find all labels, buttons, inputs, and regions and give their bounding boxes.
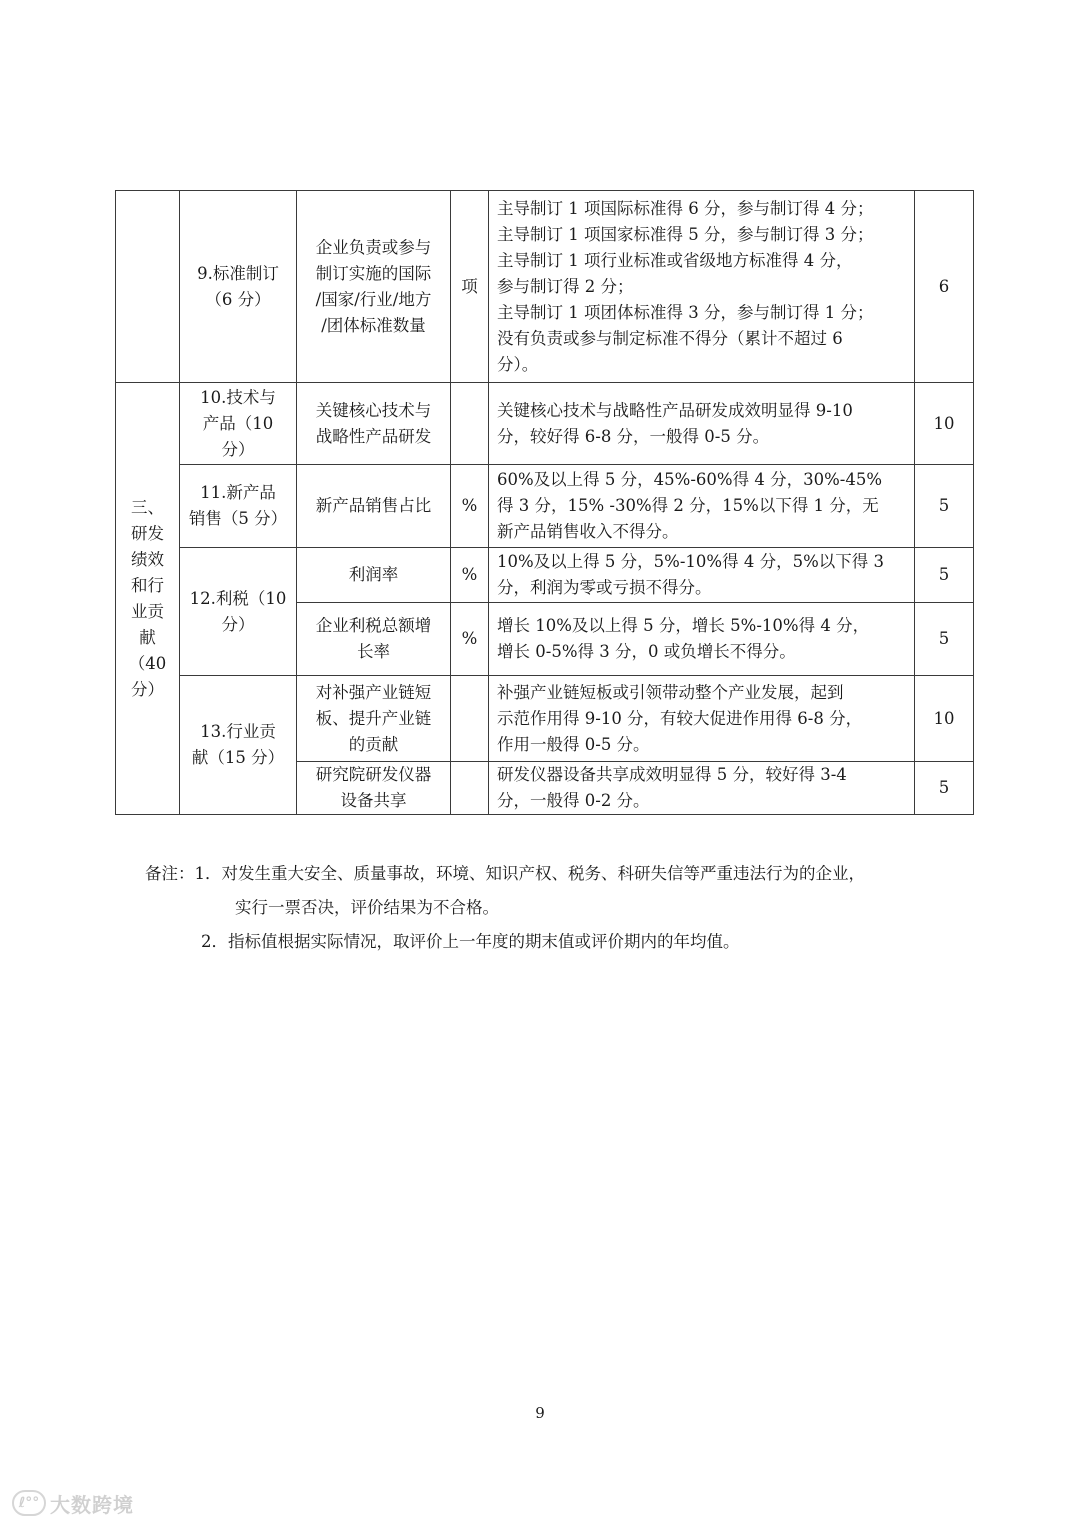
score-cell: 5 [915, 762, 974, 815]
indicator-cell: 12.利税（10 分） [180, 548, 297, 676]
indicator-cell: 13.行业贡 献（15 分） [180, 676, 297, 815]
score-cell: 10 [915, 383, 974, 465]
unit-cell: % [451, 603, 489, 676]
table-row-11 [116, 465, 974, 548]
item-cell: 企业利税总额增 长率 [297, 603, 451, 676]
rule-cell: 60%及以上得 5 分，45%-60%得 4 分，30%-45% 得 3 分，15% -30%得 2 分，15%以下得 1 分，无 新产品销售收入不得分。 [489, 465, 915, 548]
indicator-cell: 10.技术与 产品（10 分） [180, 383, 297, 465]
note-line-1: 备注：1．对发生重大安全、质量事故，环境、知识产权、税务、科研失信等严重违法行为的企业， [145, 864, 865, 883]
category-cell-empty [116, 191, 180, 383]
table-row-12a [116, 548, 974, 603]
score-cell: 10 [915, 676, 974, 762]
score-cell: 5 [915, 548, 974, 603]
table-row-9 [116, 191, 974, 383]
item-cell: 对补强产业链短 板、提升产业链 的贡献 [297, 676, 451, 762]
item-cell: 新产品销售占比 [297, 465, 451, 548]
item-cell: 关键核心技术与 战略性产品研发 [297, 383, 451, 465]
unit-cell: % [451, 548, 489, 603]
watermark-logo-icon: ℓ°° [12, 1490, 46, 1516]
rule-cell: 研发仪器设备共享成效明显得 5 分，较好得 3-4 分，一般得 0-2 分。 [489, 762, 915, 815]
unit-cell [451, 383, 489, 465]
item-cell: 研究院研发仪器 设备共享 [297, 762, 451, 815]
page-number: 9 [535, 1404, 545, 1422]
indicator-cell: 9.标准制订 （6 分） [180, 191, 297, 383]
item-cell: 企业负责或参与 制订实施的国际 /国家/行业/地方 /团体标准数量 [297, 191, 451, 383]
rule-cell: 增长 10%及以上得 5 分，增长 5%-10%得 4 分， 增长 0-5%得 3 分，0 或负增长不得分。 [489, 603, 915, 676]
note-line-2: 实行一票否决，评价结果为不合格。 [235, 898, 499, 917]
table-row-10 [116, 383, 974, 465]
score-cell: 6 [915, 191, 974, 383]
score-cell: 5 [915, 603, 974, 676]
notes-section [145, 857, 975, 959]
rule-cell: 关键核心技术与战略性产品研发成效明显得 9-10 分，较好得 6-8 分，一般得 0-5 分。 [489, 383, 915, 465]
item-cell: 利润率 [297, 548, 451, 603]
category-cell: 三、 研发 绩效 和行 业贡 献 （40 分） [116, 383, 180, 815]
rule-cell: 补强产业链短板或引领带动整个产业发展，起到 示范作用得 9-10 分，有较大促进作用得 6-8 分， 作用一般得 0-5 分。 [489, 676, 915, 762]
unit-cell: % [451, 465, 489, 548]
score-cell: 5 [915, 465, 974, 548]
unit-cell [451, 762, 489, 815]
unit-cell: 项 [451, 191, 489, 383]
watermark-text: 大数跨境 [50, 1492, 134, 1517]
rule-cell: 主导制订 1 项国际标准得 6 分，参与制订得 4 分； 主导制订 1 项国家标准得 5 分，参与制订得 3 分； 主导制订 1 项行业标准或省级地方标准得 4 分， 参与制订得 2 分； 主导制订 1 项团体标准得 3 分，参与制订得 1 分； 没有负责或参与制定标准不得分（累计不超过 6 分）。 [489, 191, 915, 383]
watermark [12, 1488, 134, 1518]
note-line-3: 2．指标值根据实际情况，取评价上一年度的期末值或评价期内的年均值。 [201, 932, 740, 951]
evaluation-table [115, 190, 974, 815]
table-row-13a [116, 676, 974, 762]
indicator-cell: 11.新产品 销售（5 分） [180, 465, 297, 548]
unit-cell [451, 676, 489, 762]
rule-cell: 10%及以上得 5 分，5%-10%得 4 分，5%以下得 3 分，利润为零或亏损不得分。 [489, 548, 915, 603]
